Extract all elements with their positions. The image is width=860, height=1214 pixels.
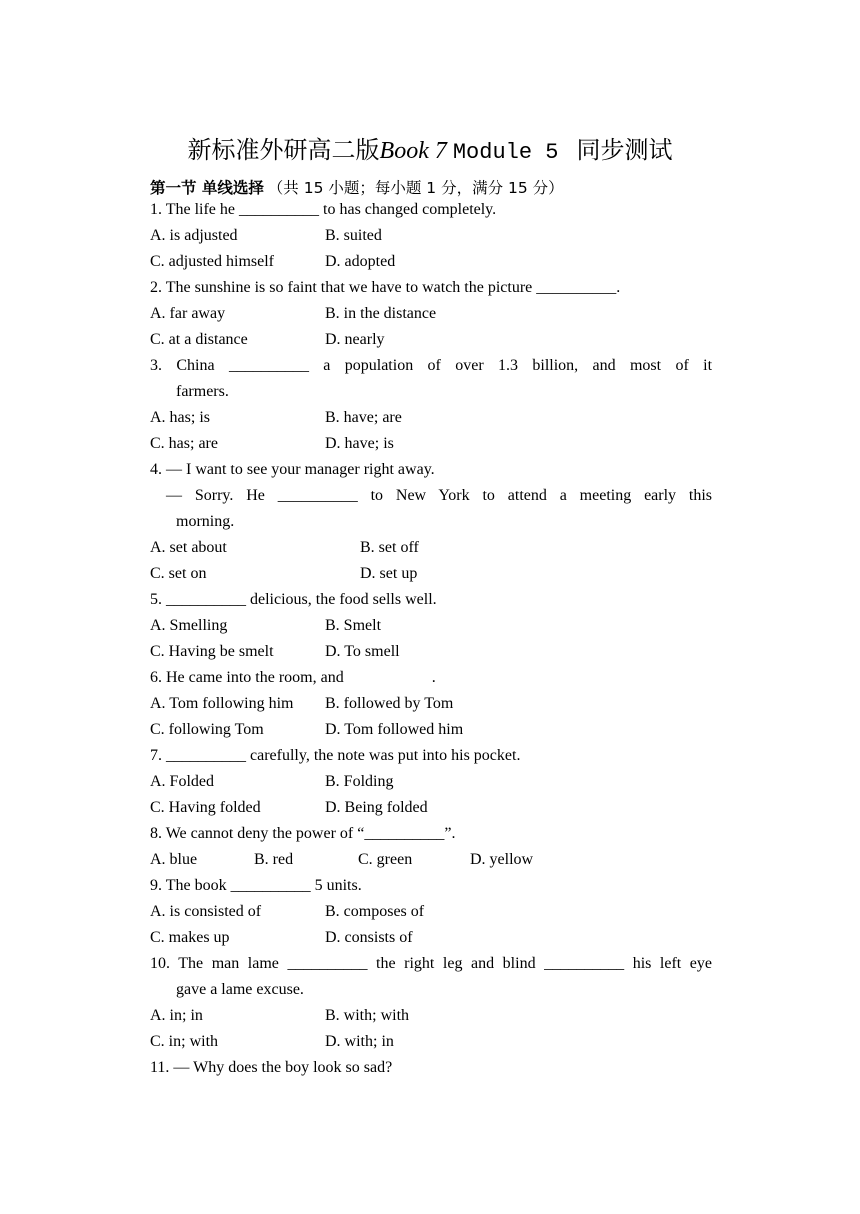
stem-text: — Sorry. He: [166, 487, 265, 504]
title-zh-prefix: 新标准外研高二版: [187, 138, 380, 164]
option-b: B. Smelt: [325, 617, 382, 634]
stem-text: 3. China: [150, 357, 215, 374]
stem-text: his left eye: [632, 955, 713, 972]
option-c: C. adjusted himself: [150, 253, 274, 270]
option-a: A. Smelling: [150, 617, 228, 634]
option-b: B. in the distance: [325, 305, 437, 322]
option-a: A. is adjusted: [150, 227, 238, 244]
option-c: C. makes up: [150, 929, 230, 946]
option-d: D. have; is: [325, 435, 394, 452]
option-b: B. red: [254, 851, 294, 868]
question-7-stem: [150, 747, 520, 765]
option-d: D. Being folded: [325, 799, 428, 816]
answer-blank: __________: [536, 279, 617, 296]
stem-text: 5.: [150, 591, 162, 608]
option-a: A. Folded: [150, 773, 214, 790]
question-10-stem: [150, 955, 712, 973]
option-a: A. set about: [150, 539, 227, 556]
question-11-stem: 11. — Why does the boy look so sad?: [150, 1059, 393, 1076]
stem-text: 2. The sunshine is so faint that we have to watch the picture: [150, 279, 533, 296]
option-b: B. Folding: [325, 773, 394, 790]
stem-text: 9. The book: [150, 877, 227, 894]
stem-text: the right leg and blind: [376, 955, 536, 972]
stem-text: ”.: [444, 825, 456, 842]
answer-blank: __________: [166, 747, 246, 764]
stem-text: delicious, the food sells well.: [250, 591, 437, 608]
answer-blank: __________: [287, 955, 368, 972]
answer-blank: __________: [230, 877, 311, 894]
title-module: Module 5: [452, 140, 559, 165]
stem-text: 5 units.: [314, 877, 362, 894]
option-c: C. has; are: [150, 435, 218, 452]
option-b: B. suited: [325, 227, 382, 244]
answer-blank: __________: [277, 487, 358, 504]
option-c: C. green: [358, 851, 413, 868]
stem-text: to New York to attend a meeting early this: [370, 487, 713, 504]
question-5-stem: [150, 591, 437, 609]
option-d: D. with; in: [325, 1033, 394, 1050]
question-1-stem: [150, 201, 496, 219]
answer-blank: __________: [544, 955, 625, 972]
question-4-stem: 4. — I want to see your manager right away.: [150, 461, 435, 478]
option-a: A. blue: [150, 851, 198, 868]
question-8-stem: [150, 825, 455, 843]
option-a: A. far away: [150, 305, 226, 322]
option-d: D. adopted: [325, 253, 396, 270]
option-c: C. following Tom: [150, 721, 264, 738]
option-d: D. nearly: [325, 331, 385, 348]
title-zh-suffix: 同步测试: [576, 138, 673, 164]
question-10-continuation: gave a lame excuse.: [176, 981, 304, 998]
stem-text: .: [616, 279, 621, 296]
option-c: C. Having be smelt: [150, 643, 274, 660]
stem-text: to has changed completely.: [323, 201, 497, 218]
option-d: D. Tom followed him: [325, 721, 464, 738]
page-title: [0, 130, 860, 165]
question-6-stem: [150, 669, 436, 687]
option-d: D. consists of: [325, 929, 413, 946]
stem-text: carefully, the note was put into his pocket.: [250, 747, 521, 764]
section-heading: [150, 176, 564, 198]
answer-blank: __________: [364, 825, 445, 842]
option-a: A. is consisted of: [150, 903, 262, 920]
question-2-stem: [150, 279, 620, 297]
option-b: B. followed by Tom: [325, 695, 454, 712]
option-a: A. in; in: [150, 1007, 203, 1024]
stem-text: a population of over 1.3 billion, and most of it: [323, 357, 713, 374]
answer-blank: __________: [239, 201, 320, 218]
stem-text: .: [431, 669, 436, 686]
title-book: Book 7: [379, 138, 447, 164]
option-d: D. yellow: [470, 851, 534, 868]
option-c: C. set on: [150, 565, 207, 582]
stem-text: 10. The man lame: [150, 955, 279, 972]
section-desc: （共 15 小题；每小题 1 分，满分 15 分）: [267, 179, 564, 197]
stem-text: 8. We cannot deny the power of “: [150, 825, 365, 842]
option-c: C. at a distance: [150, 331, 248, 348]
stem-text: 7.: [150, 747, 162, 764]
option-b: B. have; are: [325, 409, 402, 426]
answer-blank: __________: [166, 591, 246, 608]
question-9-stem: [150, 877, 362, 895]
option-b: B. with; with: [325, 1007, 410, 1024]
stem-text: 6. He came into the room, and: [150, 669, 344, 686]
option-b: B. composes of: [325, 903, 425, 920]
option-a: A. has; is: [150, 409, 210, 426]
stem-text: 1. The life he: [150, 201, 236, 218]
option-c: C. Having folded: [150, 799, 261, 816]
option-a: A. Tom following him: [150, 695, 294, 712]
question-3-stem: [150, 357, 712, 375]
option-d: D. To smell: [325, 643, 400, 660]
answer-blank: __________: [228, 357, 309, 374]
option-b: B. set off: [360, 539, 419, 556]
question-4-reply: [166, 487, 712, 505]
question-4-continuation: morning.: [176, 513, 235, 530]
question-3-continuation: farmers.: [176, 383, 229, 400]
section-name: 第一节 单线选择: [150, 179, 264, 197]
option-c: C. in; with: [150, 1033, 219, 1050]
option-d: D. set up: [360, 565, 418, 582]
